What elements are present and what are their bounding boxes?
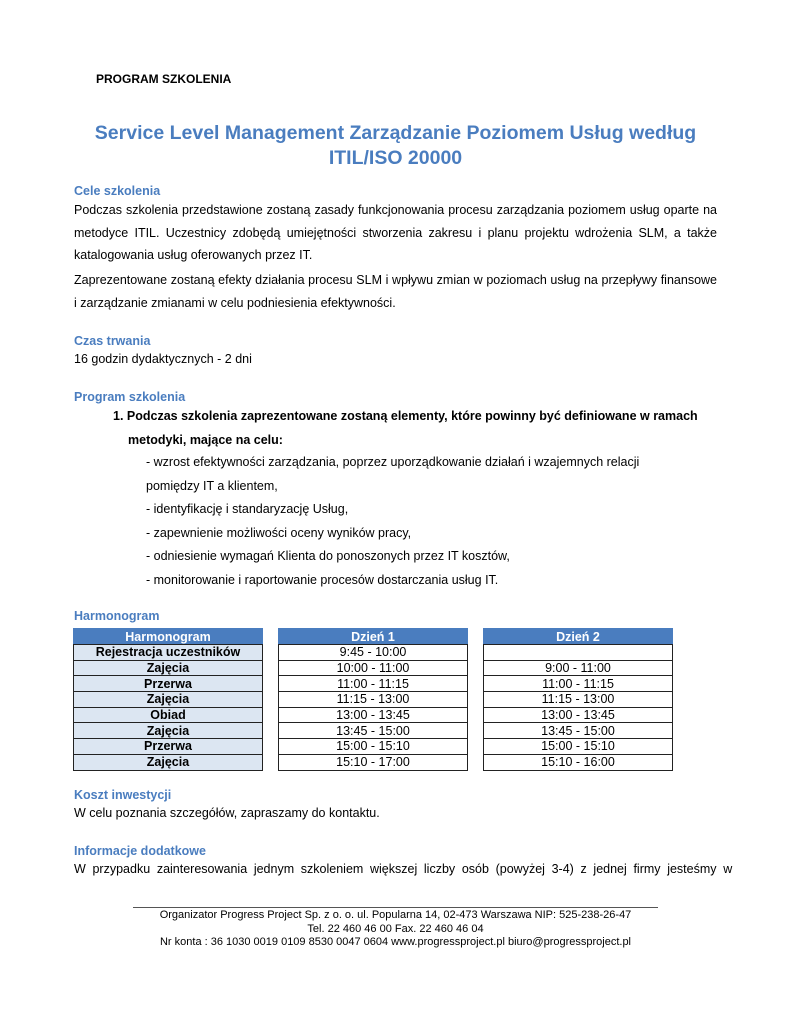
koszt-text: W celu poznania szczegółów, zapraszamy do kontaktu. bbox=[74, 806, 380, 820]
schedule-label-cell: Rejestracja uczestników bbox=[74, 645, 263, 661]
table-row bbox=[484, 707, 673, 723]
table-row bbox=[279, 739, 468, 755]
footer-line-1: Organizator Progress Project Sp. z o. o. ul. Popularna 14, 02-473 Warszawa NIP: 525-238-26-47 bbox=[159, 909, 632, 921]
page-title: Service Level Management Zarządzanie Poziomem Usług według ITIL/ISO 20000 bbox=[94, 122, 697, 169]
list-item: - zapewnienie możliwości oceny wyników pracy, bbox=[146, 525, 412, 540]
program-bullets bbox=[146, 451, 726, 592]
table-row bbox=[279, 676, 468, 692]
schedule-header-day2: Dzień 2 bbox=[484, 629, 673, 645]
table-row bbox=[74, 645, 263, 661]
schedule-day1-cell: 11:15 - 13:00 bbox=[279, 692, 468, 708]
list-item: - identyfikację i standaryzację Usług, bbox=[146, 502, 349, 516]
document-label: PROGRAM SZKOLENIA bbox=[96, 72, 232, 86]
schedule-day2-cell: 13:00 - 13:45 bbox=[484, 707, 673, 723]
list-item: - odniesienie wymagań Klienta do ponoszonych przez IT kosztów, bbox=[146, 549, 510, 563]
table-row bbox=[74, 660, 263, 676]
table-row bbox=[74, 723, 263, 739]
table-row bbox=[279, 692, 468, 708]
program-item-1 bbox=[113, 404, 723, 452]
schedule-day1-cell: 15:00 - 15:10 bbox=[279, 739, 468, 755]
table-row bbox=[279, 645, 468, 661]
list-item: - monitorowanie i raportowanie procesów dostarczania usług IT. bbox=[146, 572, 499, 587]
schedule-day2-cell: 15:10 - 16:00 bbox=[484, 754, 673, 770]
schedule-day2-cell: 11:00 - 11:15 bbox=[484, 676, 673, 692]
schedule-day2-table bbox=[483, 628, 673, 771]
info-text: W przypadku zainteresowania jednym szkoleniem większej liczby osób (powyżej 3-4) z jednej firmy jesteśmy w bbox=[74, 862, 733, 876]
czas-text: 16 godzin dydaktycznych - 2 dni bbox=[74, 352, 252, 366]
table-row bbox=[484, 660, 673, 676]
table-row bbox=[279, 660, 468, 676]
table-row bbox=[74, 692, 263, 708]
footer bbox=[130, 909, 661, 950]
cele-paragraph-2: Zaprezentowane zostaną efekty działania procesu SLM i wpływu zmian w poziomach usług na przepływy finansowe i zarządzanie zmianami w celu podniesienia efektywności. bbox=[74, 273, 717, 310]
program-item-line-1: 1. Podczas szkolenia zaprezentowane zostaną elementy, które powinny być definiowane w ramach bbox=[113, 409, 698, 423]
footer-line-2: Tel. 22 460 46 00 Fax. 22 460 46 04 bbox=[307, 922, 484, 935]
schedule-label-cell: Zajęcia bbox=[74, 660, 263, 676]
schedule-label-cell: Zajęcia bbox=[74, 754, 263, 770]
schedule-day2-cell: 9:00 - 11:00 bbox=[484, 660, 673, 676]
list-item: - wzrost efektywności zarządzania, poprzez uporządkowanie działań i wzajemnych relacji pomiędzy IT a klientem, bbox=[146, 455, 640, 493]
table-row bbox=[484, 754, 673, 770]
table-row bbox=[484, 723, 673, 739]
table-row bbox=[279, 723, 468, 739]
section-heading-program: Program szkolenia bbox=[74, 390, 186, 404]
schedule-label-cell: Zajęcia bbox=[74, 723, 263, 739]
schedule-label-cell: Obiad bbox=[74, 707, 263, 723]
schedule-day2-cell bbox=[484, 645, 673, 661]
program-item-line-2: metodyki, mające na celu: bbox=[128, 433, 283, 447]
schedule-day2-cell: 15:00 - 15:10 bbox=[484, 739, 673, 755]
schedule-day2-cell: 11:15 - 13:00 bbox=[484, 692, 673, 708]
schedule-header-labels: Harmonogram bbox=[74, 629, 263, 645]
schedule-day1-cell: 13:45 - 15:00 bbox=[279, 723, 468, 739]
table-row bbox=[74, 739, 263, 755]
table-row bbox=[484, 739, 673, 755]
schedule-labels-table bbox=[73, 628, 263, 771]
table-row bbox=[279, 707, 468, 723]
schedule-day1-table bbox=[278, 628, 468, 771]
footer-divider bbox=[133, 907, 658, 908]
schedule-day1-cell: 11:00 - 11:15 bbox=[279, 676, 468, 692]
schedule-header-day1: Dzień 1 bbox=[279, 629, 468, 645]
schedule-day1-cell: 9:45 - 10:00 bbox=[279, 645, 468, 661]
schedule-day1-cell: 13:00 - 13:45 bbox=[279, 707, 468, 723]
schedule-day1-cell: 10:00 - 11:00 bbox=[279, 660, 468, 676]
schedule-label-cell: Przerwa bbox=[74, 676, 263, 692]
schedule-label-cell: Przerwa bbox=[74, 739, 263, 755]
schedule-day1-cell: 15:10 - 17:00 bbox=[279, 754, 468, 770]
section-heading-czas: Czas trwania bbox=[74, 334, 151, 348]
schedule-label-cell: Zajęcia bbox=[74, 692, 263, 708]
table-row bbox=[484, 645, 673, 661]
table-row bbox=[484, 676, 673, 692]
table-row bbox=[74, 676, 263, 692]
table-row bbox=[279, 754, 468, 770]
table-row bbox=[74, 707, 263, 723]
section-heading-harmonogram: Harmonogram bbox=[74, 609, 160, 623]
table-row bbox=[484, 692, 673, 708]
section-heading-cele: Cele szkolenia bbox=[74, 184, 161, 198]
cele-paragraph-1: Podczas szkolenia przedstawione zostaną zasady funkcjonowania procesu zarządzania poziomem usług oparte na metodyce ITIL. Uczestnicy zdobędą umiejętności stworzenia zakresu i planu projektu wdrożenia SLM, a także katalogowania usług oferowanych przez IT. bbox=[74, 203, 717, 262]
section-heading-koszt: Koszt inwestycji bbox=[74, 788, 172, 802]
section-heading-info: Informacje dodatkowe bbox=[74, 844, 206, 858]
footer-line-3: Nr konta : 36 1030 0019 0109 8530 0047 0604 www.progressproject.pl biuro@progressproject.pl bbox=[159, 936, 632, 948]
table-row bbox=[74, 754, 263, 770]
schedule-day2-cell: 13:45 - 15:00 bbox=[484, 723, 673, 739]
